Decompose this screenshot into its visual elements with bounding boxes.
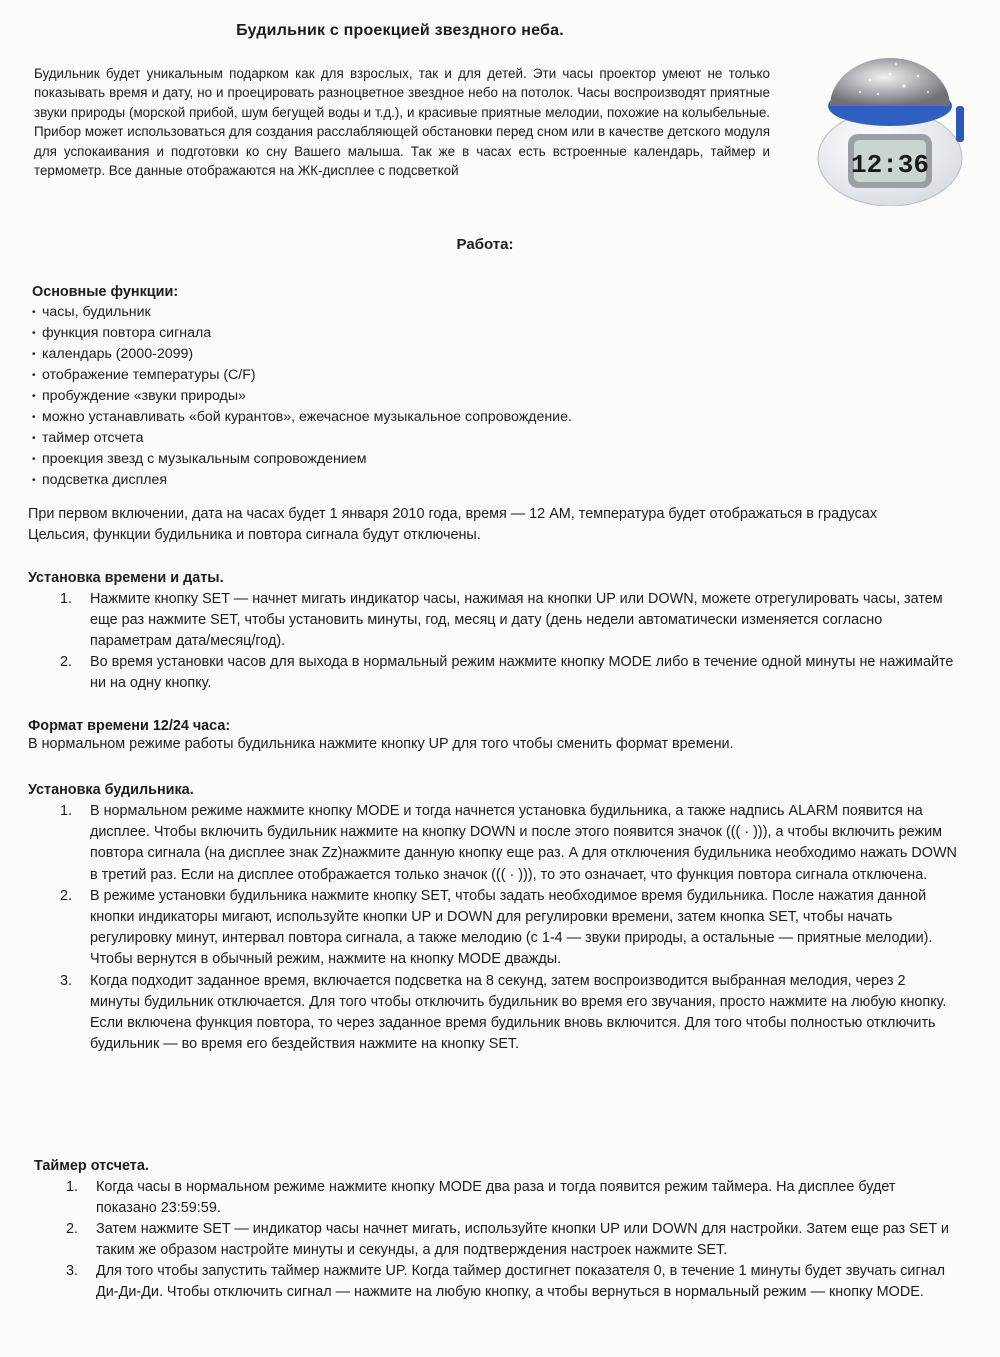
list-item: 1. Нажмите кнопку SET — начнет мигать индикатор часы, нажимая на кнопки UP или DOWN, можете отрегулировать часы, затем еще раз нажмите SET, чтобы установить минуты, год, месяц и дату (день недели автоматически изменяется согласно параметрам дата/месяц/год). <box>59 591 943 649</box>
time-format-heading: Формат времени 12/24 часа: <box>28 718 231 734</box>
time-format-text: В нормальном режиме работы будильника нажмите кнопку UP для того чтобы сменить формат времени. <box>28 736 734 752</box>
list-item: • проекция звезд с музыкальным сопровождением <box>32 451 367 467</box>
timer-section <box>34 1158 954 1303</box>
features-heading: Основные функции: <box>32 284 179 300</box>
clock-product-image <box>808 46 968 206</box>
list-item: 3. Для того чтобы запустить таймер нажмите UP. Когда таймер достигнет показателя 0, в течение 1 минуты будет звучать сигнал Ди-Ди-Ди. Чтобы отключить сигнал — нажмите на любую кнопку, а чтобы вернуться в нормальный режим — кнопку MODE. <box>65 1263 946 1300</box>
intro-paragraph: Будильник будет уникальным подарком как для взрослых, так и для детей. Эти часы проектор умеют не только показывать время и дату, но и проецировать разноцветное звездное небо на потолок. Часы воспроизводят приятные звуки природы (морской прибой, шум бегущей воды и т.д.), и красивые приятные мелодии, похожие на колыбельные. Прибор может использоваться для создания расслабляющей обстановки перед сном или в качестве детского модуля для успокаивания и подготовки ко сну Вашего малыша. Так же в часах есть встроенные календарь, таймер и термометр. Все данные отображаются на ЖК-дисплее с подсветкой <box>34 66 770 179</box>
list-item: 3. Когда подходит заданное время, включается подсветка на 8 секунд, затем воспроизводится выбранная мелодия, через 2 минуты будильник отключается. Для того чтобы отключить будильник во время его звучания, просто нажмите на любую кнопку. Если включена функция повтора, то через заданное время будильник вновь включится. Для того чтобы полностью отключить будильник — во время его бездействия нажмите на кнопку SET. <box>59 972 947 1053</box>
list-item: • функция повтора сигнала <box>32 325 212 341</box>
timer-steps <box>34 1177 954 1303</box>
list-item: 2. Во время установки часов для выхода в нормальный режим нажмите кнопку MODE либо в течение одной минуты не нажимайте ни на одну кнопку. <box>59 654 954 691</box>
time-setting-heading: Установка времени и даты. <box>28 570 224 586</box>
timer-heading: Таймер отсчета. <box>34 1158 149 1174</box>
list-item: • пробуждение «звуки природы» <box>32 388 246 404</box>
list-item: • часы, будильник <box>32 304 151 320</box>
alarm-setting-heading: Установка будильника. <box>28 782 194 798</box>
features-section <box>32 284 892 491</box>
time-setting-steps <box>28 589 958 694</box>
clock-display-value: 12:36 <box>850 150 930 180</box>
list-item: 2. Затем нажмите SET — индикатор часы начнет мигать, используйте кнопки UP или DOWN для настройки. Затем еще раз SET и таким же образом настройте минуты и секунды, а для подтверждения настроек нажмите SET. <box>65 1221 949 1258</box>
list-item: • подсветка дисплея <box>32 472 168 488</box>
time-format-section <box>28 718 958 755</box>
time-setting-section <box>28 570 958 694</box>
features-list <box>32 302 892 491</box>
document-title: Будильник с проекцией звездного неба. <box>236 22 564 39</box>
list-item: • отображение температуры (C/F) <box>32 367 256 383</box>
list-item: • можно устанавливать «бой курантов», ежечасное музыкальное сопровождение. <box>32 409 572 425</box>
list-item: • календарь (2000-2099) <box>32 346 194 362</box>
work-heading: Работа: <box>456 236 514 253</box>
list-item: 2. В режиме установки будильника нажмите кнопку SET, чтобы задать необходимое время будильника. После нажатия данной кнопки индикаторы мигают, используйте кнопки UP и DOWN для регулировки времени, затем кнопка SET, чтобы начать регулировку минут, интервал повтора сигнала, а также мелодию (с 1-4 — звуки природы, а остальные — приятные мелодии). Чтобы вернутся в обычный режим, нажмите на кнопку MODE дважды. <box>59 887 933 968</box>
first-power-on-paragraph: При первом включении, дата на часах будет 1 января 2010 года, время — 12 AM, температура будет отображаться в градусах Цельсия, функции будильника и повтора сигнала будут отключены. <box>28 506 878 543</box>
alarm-setting-section <box>28 782 958 1055</box>
list-item: • таймер отсчета <box>32 430 144 446</box>
list-item: 1. Когда часы в нормальном режиме нажмите кнопку MODE два раза и тогда появится режим таймера. На дисплее будет показано 23:59:59. <box>65 1179 896 1216</box>
list-item: 1. В нормальном режиме нажмите кнопку MODE и тогда начнется установка будильника, а также надпись ALARM появится на дисплее. Чтобы включить будильник нажмите на кнопку DOWN и после этого появится значок ((( · ))), а чтобы включить режим повтора сигнала (на дисплее знак Zz)нажмите данную кнопку еще раз. А для отключения будильника необходимо нажать DOWN в третий раз. Если на дисплее отображается только значок ((( · ))), то это означает, что функция повтора сигнала отключена. <box>59 803 957 883</box>
alarm-setting-steps <box>28 801 958 1055</box>
